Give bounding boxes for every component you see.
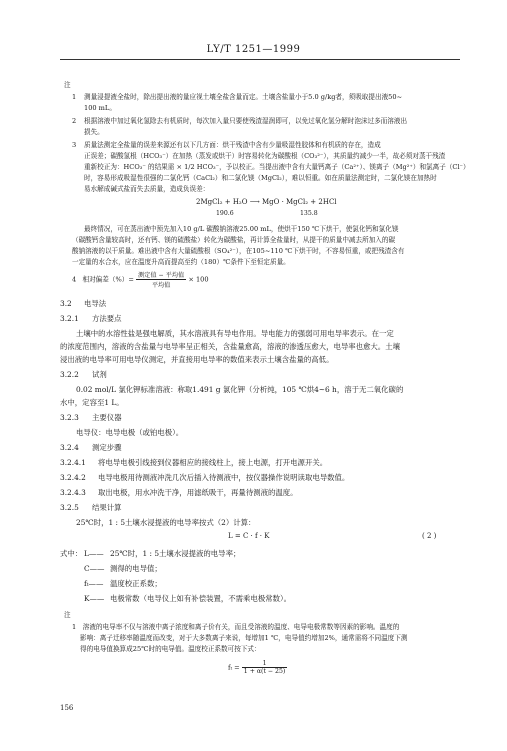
principle-line-3: 浸出液的电导率可用电导仪测定，并直接用电导率的数值来表示土壤含盐量的高低。	[60, 355, 334, 364]
note-2-line-1: 根据溶液中加过氧化氢除去有机质时，每次加入量只要使残渣湿润即可，以免过氧化氢分解时泡沫过多而溶液出	[84, 117, 408, 125]
formula-numerator: 测定值 − 平均值	[137, 272, 185, 279]
step-3-text: 取出电极，用水冲洗干净，用滤纸吸干，再量待测液的温度。	[98, 488, 298, 497]
calc-intro: 25℃时，1 : 5土壤水浸提液的电导率按式（2）计算：	[76, 518, 256, 527]
hydrolysis-equation: 2MgCl₂ + H₂O ⟶ MgO · MgCl₂ + 2HCl	[196, 198, 337, 206]
tc-formula-fraction	[242, 660, 288, 675]
section-title: 电导法	[84, 299, 107, 308]
subsection-3-2-5-num: 3.2.5	[60, 503, 79, 512]
conductivity-formula: L = C · f · K	[228, 532, 270, 540]
note-3-line-4: 时，容易形成吸湿性很强的二氯化钙（CaCl₂）和二氯化镁（MgCl₂），难以恒重。如在质量法测定时，二氯化镁在加热时	[84, 174, 437, 182]
tc-formula-numerator: 1	[242, 660, 288, 668]
relative-deviation-formula	[72, 270, 209, 289]
page-header: LY/T 1251—1999	[206, 44, 301, 55]
step-1-num: 3.2.4.1	[60, 458, 86, 467]
note-1-num: 1	[72, 93, 77, 101]
page-number: 156	[60, 704, 74, 712]
step-2-text: 电导电极用待测液冲洗几次后插入待测液中，按仪器操作说明读取电导数值。	[98, 473, 350, 482]
bottom-notes-label: 注	[64, 611, 71, 619]
where-3-text: 温度校正系数；	[110, 579, 162, 588]
reagent-line-1: 0.02 mol/L 氯化钾标准溶液：称取1.491 g 氯化钾（分析纯，105 ℃烘4~6 h，溶于无二氧化碳的	[76, 385, 404, 394]
equation-value-2: 135.8	[300, 210, 318, 217]
principle-line-2: 的浓度范围内，溶液的含盐量与电导率呈正相关，含盐量愈高，溶液的渗透压愈大，电导率也愈大。土壤	[60, 342, 400, 351]
step-1-text: 将电导电极引线接到仪器相应的接线柱上，接上电源，打开电源开关。	[98, 458, 328, 467]
note-3b-line-1: 最终情况，可在蒸出液中预先加入10 g/L 碳酸钠溶液25.00 mL，使烘干150 ℃下烘干，使氯化钙和氯化镁	[84, 225, 399, 233]
step-3-num: 3.2.4.3	[60, 488, 86, 497]
note-3-line-5: 易水解成碱式盐而失去质量，造成负误差：	[84, 185, 210, 193]
subsection-3-2-1-title: 方法要点	[92, 314, 122, 323]
reagent-line-2: 水中，定容至1 L。	[60, 398, 124, 407]
note-1-line-1: 测量浸提液全盐时，除出提出液的量应视土壤全盐含量而定。土壤含盐量小于5.0 g/kg者，须吸取提出液50~	[84, 93, 403, 101]
formula-denominator: 平均值	[151, 282, 171, 289]
where-4-text: 电极常数（电导仪上如有补偿装置，不需乘电极常数）。	[110, 594, 292, 603]
note-3-line-2: 正误差；碳酸氢根（HCO₃⁻）在加热（蒸发或烘干）时容易转化为碳酸根（CO₃²⁻），其质量约减少一半，故必须对蒸干残渣	[84, 152, 446, 160]
note-3-line-1: 质量法测定全盐量的误差来源还有以下几方面：烘干残渣中含有少量吸湿性胶体和有机质的存在，造成	[84, 141, 381, 149]
subsection-3-2-1-num: 3.2.1	[60, 314, 79, 323]
note-3b-line-3: 酸钠溶液的以干质量。难出液中含有大量硫酸根（SO₄²⁻），在105~110 ℃下烘干时，不容易恒重，或把残渣含有	[72, 247, 405, 255]
note-3-line-3: 重新校正为：HCO₃⁻ 的结果需 × 1/2 HCO₃⁻，予以校正。当提出液中含有大量钙离子（Ca²⁺）、镁离子（Mg²⁺）和氯离子（Cl⁻）	[84, 163, 470, 171]
note-4-num: 4	[72, 275, 77, 284]
subsection-3-2-3-num: 3.2.3	[60, 413, 79, 422]
subsection-3-2-5-title: 结果计算	[92, 503, 122, 512]
note-2-num: 2	[72, 117, 77, 125]
subsection-3-2-4-num: 3.2.4	[60, 443, 79, 452]
header-rule	[60, 59, 460, 60]
tc-formula-denominator: 1 + α(t − 25)	[243, 668, 286, 675]
instrument-line: 电导仪：电导电极（或铂电极）。	[76, 428, 184, 437]
note-1-line-2: 100 mL。	[84, 104, 116, 112]
where-4-sym: K——	[84, 594, 105, 603]
note-3b-line-2: （碳酸钙含量较高时，还有钙、镁的硫酸盐）转化为碳酸盐，再计算全盐量时，从提干的质量中减去所加入的碳	[72, 236, 396, 244]
formula-suffix: × 100	[188, 275, 209, 284]
temperature-correction-formula	[228, 660, 287, 675]
principle-line-1: 土壤中的水溶性盐是强电解质，其水溶液具有导电作用。导电能力的强弱可用电导率表示。在一定	[76, 329, 394, 338]
where-2-text: 测得的电导值；	[110, 564, 162, 573]
where-1-sym: L——	[84, 549, 104, 558]
where-1-text: 25℃时，1 : 5土壤水浸提液的电导率；	[110, 549, 241, 558]
formula-prefix: 相对偏差（%）=	[82, 275, 134, 284]
tc-formula-prefix: fₜ =	[228, 663, 242, 672]
where-3-sym: fₜ——	[84, 579, 104, 588]
bottom-note-line-3: 得的电导值换算成25℃时的电导值。温度校正系数可按下式：	[80, 645, 261, 653]
where-2-sym: C——	[84, 564, 105, 573]
bottom-note-line-1: 1 溶液的电导率不仅与溶液中离子浓度和离子价有关，而且受溶液的温度、电导电极常数等因素的影响。温度的	[72, 623, 400, 631]
step-2-num: 3.2.4.2	[60, 473, 86, 482]
note-3b-line-4: 一定量的水合水，应在温度升高而提高至约（180）℃条件下至恒定质量。	[72, 258, 290, 266]
subsection-3-2-2-num: 3.2.2	[60, 370, 79, 379]
notes-label: 注	[64, 81, 71, 89]
section-number: 3.2	[60, 299, 72, 308]
formula-fraction	[136, 270, 186, 289]
equation-number: ( 2 )	[422, 532, 437, 540]
equation-value-1: 190.6	[216, 210, 234, 217]
where-label: 式中：	[60, 549, 83, 558]
subsection-3-2-3-title: 主要仪器	[92, 413, 122, 422]
subsection-3-2-4-title: 测定步骤	[92, 443, 122, 452]
note-3-num: 3	[72, 141, 77, 149]
bottom-note-line-2: 影响：离子迁移率随温度而改变，对于大多数离子来说，每增加1 ℃，电导值约增加2%，通常需将不同温度下测	[80, 634, 408, 642]
note-2-line-2: 损失。	[84, 128, 104, 136]
subsection-3-2-2-title: 试剂	[92, 370, 107, 379]
